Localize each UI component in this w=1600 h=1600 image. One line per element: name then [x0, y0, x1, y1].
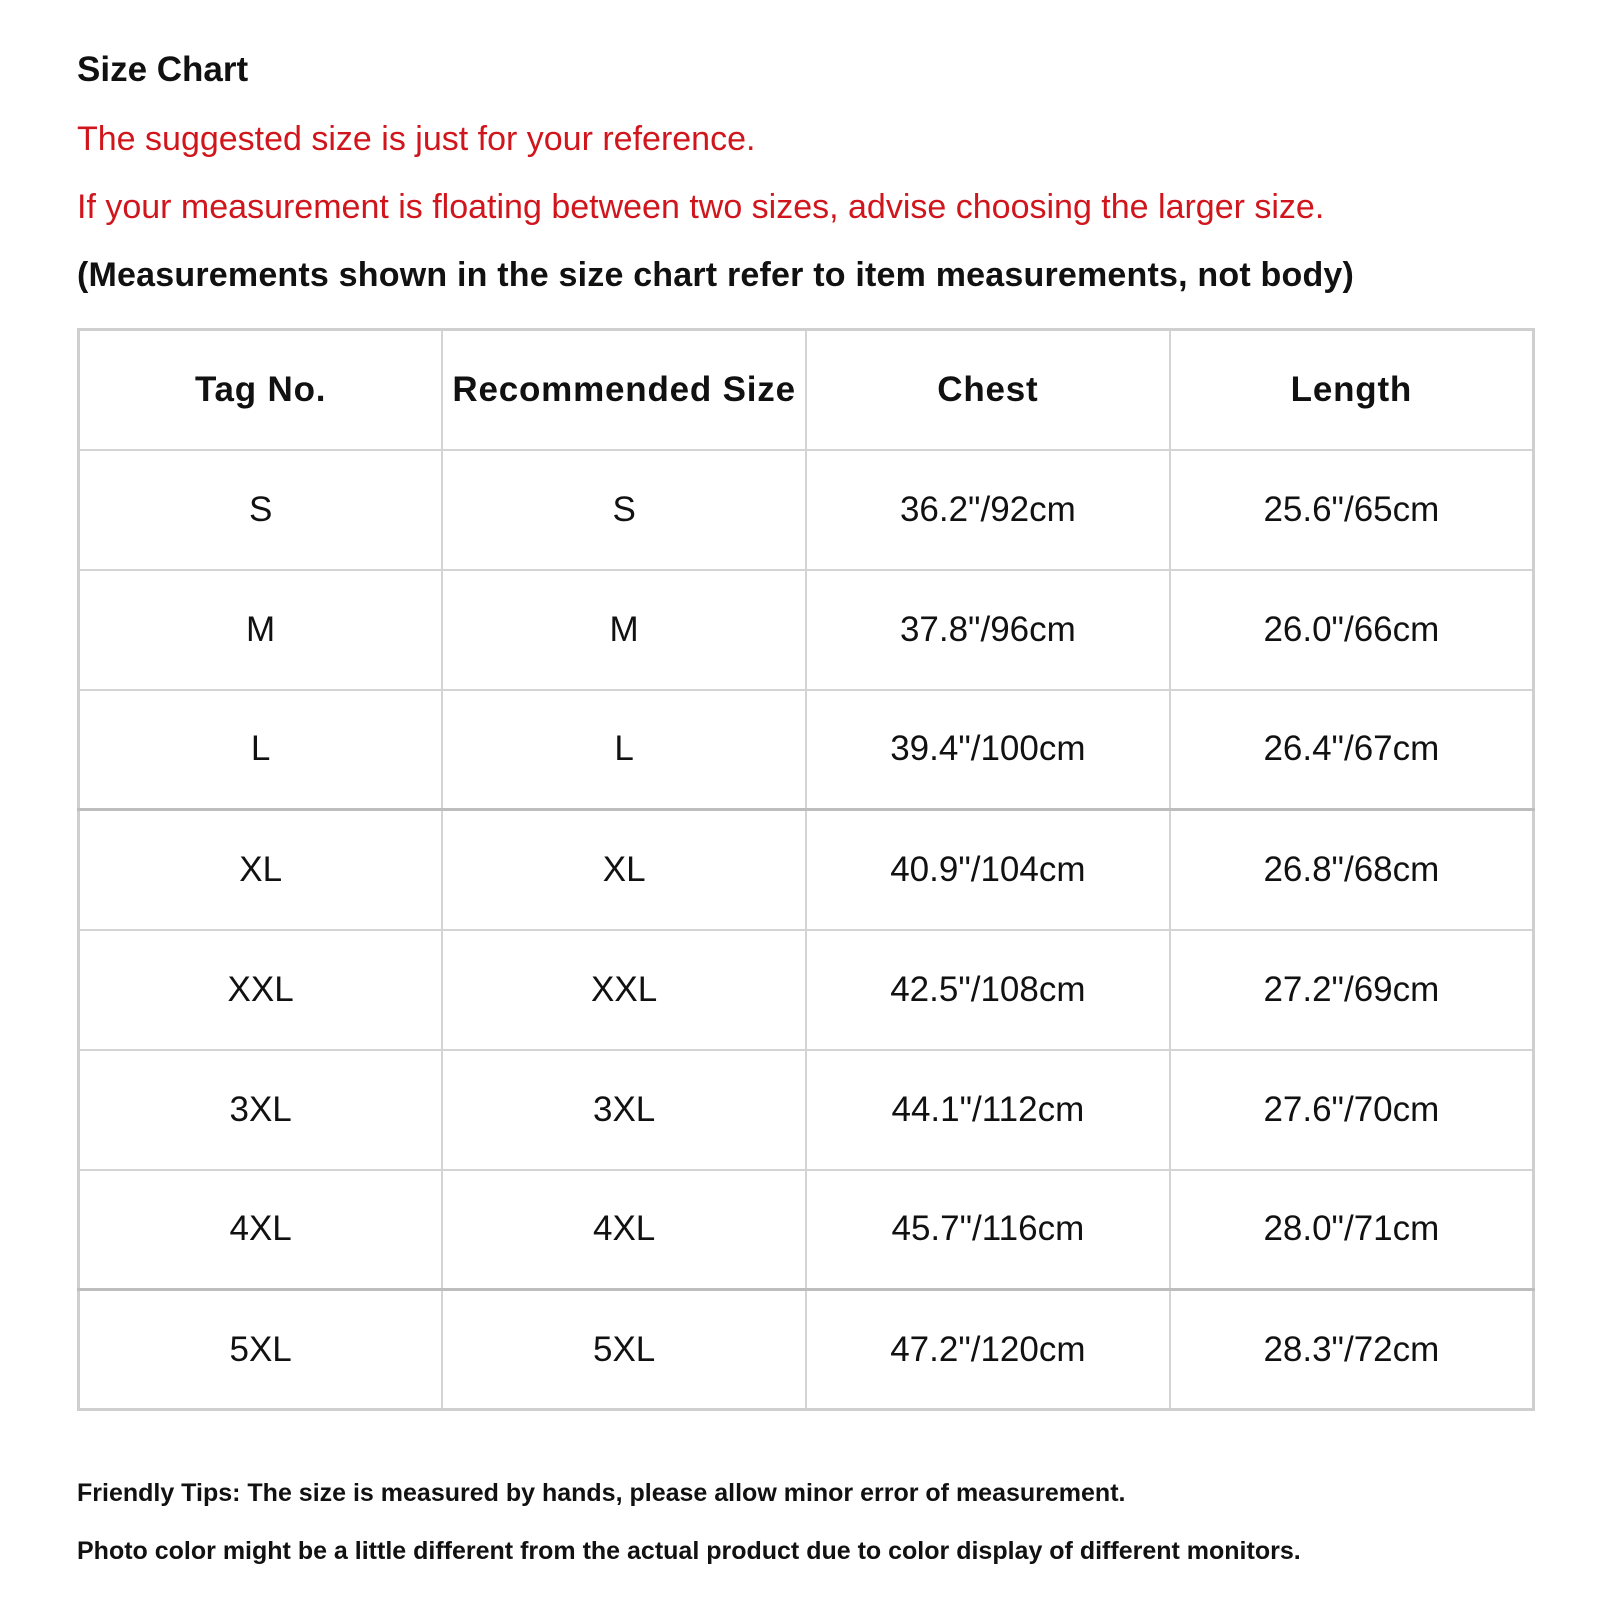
- cell-chest: 36.2"/92cm: [806, 450, 1170, 570]
- cell-tag: XXL: [79, 930, 443, 1050]
- cell-length: 26.4"/67cm: [1170, 690, 1534, 810]
- cell-recommended: 4XL: [442, 1170, 806, 1290]
- table-row: [79, 810, 1534, 930]
- cell-recommended: XL: [442, 810, 806, 930]
- cell-tag: 4XL: [79, 1170, 443, 1290]
- header-length: Length: [1170, 330, 1534, 450]
- cell-recommended: 3XL: [442, 1050, 806, 1170]
- cell-tag: 5XL: [79, 1290, 443, 1410]
- table-row: [79, 1050, 1534, 1170]
- cell-length: 26.0"/66cm: [1170, 570, 1534, 690]
- cell-chest: 42.5"/108cm: [806, 930, 1170, 1050]
- header-chest: Chest: [806, 330, 1170, 450]
- cell-length: 25.6"/65cm: [1170, 450, 1534, 570]
- cell-length: 26.8"/68cm: [1170, 810, 1534, 930]
- table-row: [79, 450, 1534, 570]
- cell-chest: 37.8"/96cm: [806, 570, 1170, 690]
- cell-recommended: M: [442, 570, 806, 690]
- cell-length: 27.2"/69cm: [1170, 930, 1534, 1050]
- cell-recommended: S: [442, 450, 806, 570]
- sizing-advice-note: If your measurement is floating between two sizes, advise choosing the larger size.: [77, 188, 1325, 226]
- measurement-disclaimer: (Measurements shown in the size chart refer to item measurements, not body): [77, 256, 1355, 294]
- cell-tag: M: [79, 570, 443, 690]
- table-row: [79, 690, 1534, 810]
- reference-note: The suggested size is just for your reference.: [77, 120, 756, 158]
- cell-chest: 47.2"/120cm: [806, 1290, 1170, 1410]
- cell-chest: 45.7"/116cm: [806, 1170, 1170, 1290]
- cell-tag: 3XL: [79, 1050, 443, 1170]
- cell-chest: 44.1"/112cm: [806, 1050, 1170, 1170]
- cell-recommended: L: [442, 690, 806, 810]
- cell-chest: 40.9"/104cm: [806, 810, 1170, 930]
- header-tag-no: Tag No.: [79, 330, 443, 450]
- table-row: [79, 1170, 1534, 1290]
- table-row: [79, 570, 1534, 690]
- cell-length: 28.3"/72cm: [1170, 1290, 1534, 1410]
- cell-chest: 39.4"/100cm: [806, 690, 1170, 810]
- cell-recommended: XXL: [442, 930, 806, 1050]
- cell-recommended: 5XL: [442, 1290, 806, 1410]
- table-header-row: [79, 330, 1534, 450]
- cell-tag: XL: [79, 810, 443, 930]
- size-table: [77, 328, 1535, 1411]
- cell-length: 28.0"/71cm: [1170, 1170, 1534, 1290]
- table-row: [79, 1290, 1534, 1410]
- cell-tag: S: [79, 450, 443, 570]
- friendly-tip: Friendly Tips: The size is measured by hands, please allow minor error of measurement.: [77, 1479, 1126, 1507]
- table-row: [79, 930, 1534, 1050]
- page-title: Size Chart: [77, 50, 249, 89]
- header-recommended-size: Recommended Size: [442, 330, 806, 450]
- cell-tag: L: [79, 690, 443, 810]
- cell-length: 27.6"/70cm: [1170, 1050, 1534, 1170]
- photo-color-tip: Photo color might be a little different from the actual product due to color display of different monitors.: [77, 1537, 1301, 1565]
